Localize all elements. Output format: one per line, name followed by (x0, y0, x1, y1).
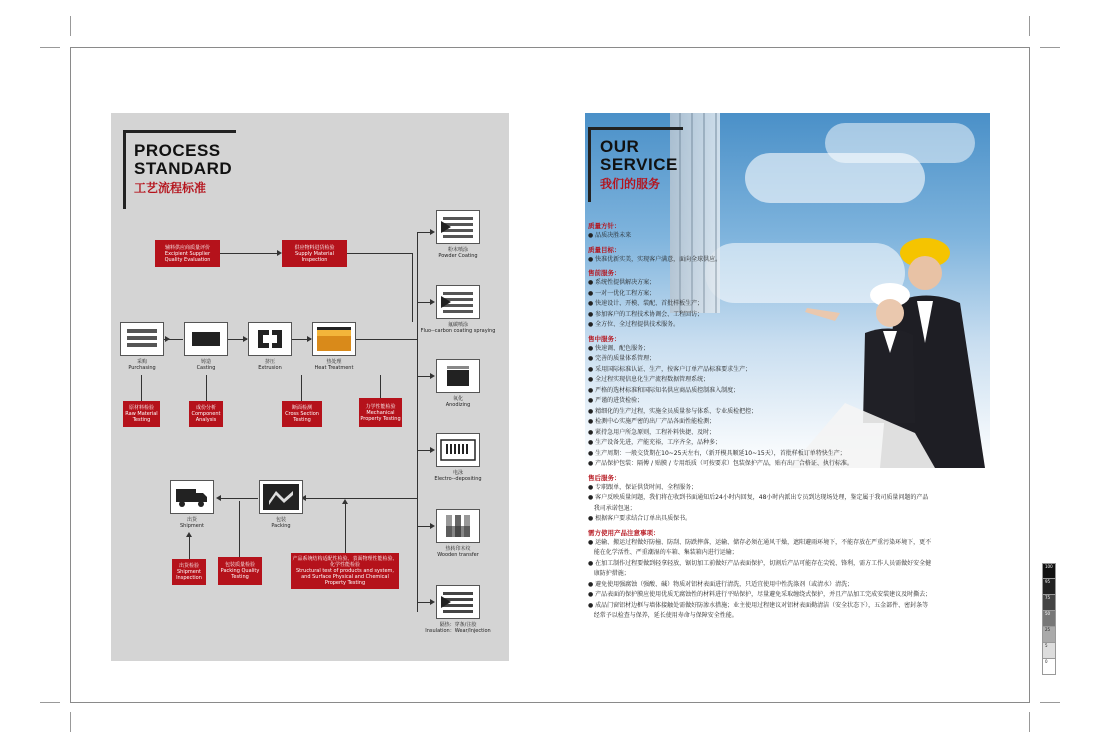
service-text (588, 222, 988, 622)
supplier-cn: 辅料供应商质量评价 (164, 244, 210, 251)
service-section-heading: 需方使用产品注意事项： (588, 528, 660, 537)
raw-material-testing-box: 原材料检验 Raw Material Testing (123, 401, 160, 427)
shipment-label: 出货 Shipment (180, 517, 204, 529)
connector (417, 526, 431, 527)
connector (417, 376, 431, 377)
service-list-item: ● 快速调、配色服务； (588, 344, 650, 352)
material-en: Supply Material Inspection (295, 250, 334, 263)
powder-coating-icon (436, 210, 480, 244)
service-list-item: ● 全方位、全过程提供技术服务。 (588, 321, 680, 328)
connector (220, 498, 258, 499)
service-list-item: ● 产品保护包装：隔傅 / 贴膜 / 专用纸质（可按要求）包装保护产品，贴有出厂合格证、执行标准。 (588, 460, 853, 467)
crop-mark (1040, 702, 1060, 703)
component-analysis-box: 成份分析 Component Analysis (189, 401, 223, 427)
insulation-label: 隔热：穿条/注胶 Insulation：Wear/Injection (425, 622, 491, 634)
structural-testing-box: 产品系统结构适配性检验、表面物理性能检验、化学性能检验 Structural test of products and system, and Surface Physical and Chemical Property Testing (291, 553, 399, 589)
color-scale-swatch: 75 (1042, 595, 1056, 611)
service-list-item: 康防护措施； (588, 570, 630, 577)
insulation-icon (436, 585, 480, 619)
service-list-item: ● 生产设备先进，产能充裕，工序齐全，品种多； (588, 439, 722, 446)
service-title-cn: 我们的服务 (600, 177, 661, 191)
supplier-evaluation-box (155, 240, 220, 267)
heat-treatment-icon (312, 322, 356, 356)
service-list-item: 我司承诺包退； (588, 504, 636, 512)
service-section (588, 335, 988, 470)
service-section (588, 529, 988, 622)
fluorocarbon-icon (436, 285, 480, 319)
crop-mark (1029, 16, 1030, 36)
service-list-item: ● 精细化的生产过程，实施全员质量参与体系、专业质检把控； (588, 407, 758, 415)
arrow (243, 336, 248, 342)
connector (301, 375, 302, 401)
connector (206, 375, 207, 401)
crop-mark (40, 702, 60, 703)
service-list-item: 经常予以检查与保养，延长使用寿命与保障安全性能。 (588, 612, 738, 619)
color-scale-swatch: 5 (1042, 643, 1056, 659)
connector (239, 501, 240, 557)
connector (417, 450, 431, 451)
service-list-item: ● 成品门窗铝材边框与墙体接触处需做好防渗水措施；业主使用过程建议对铝材表面勤清洁（安全状态下），五金部件、密封条等 (588, 601, 929, 609)
service-title-box (588, 127, 683, 202)
arrow (186, 532, 192, 537)
process-panel (111, 113, 509, 661)
packing-icon (259, 480, 303, 514)
electro-depositing-icon (436, 433, 480, 467)
color-scale (1042, 563, 1056, 675)
anodizing-label: 氧化 Anodizing (445, 396, 471, 408)
service-list-item: ● 生产周期：一般交货期在10~25天左右，（新开模具顺延10~15天），首批样板订单特快生产； (588, 449, 846, 457)
shipment-truck-icon (170, 480, 214, 514)
arrow (430, 373, 435, 379)
fluorocarbon-label: 氟碳喷涂 Fluo--carbon coating spraying (420, 322, 496, 334)
service-list-item: ● 客户反映质量问题，我们将在收到书面通知后24小时内回复，48小时内派出专员到达现场处理，鉴定属于我司质量问题的产品 (588, 494, 929, 501)
service-list-item: ● 参加客户的工程技术协调会、工程回访； (588, 310, 704, 318)
supplier-en: Excipient Supplier Quality Evaluation (164, 250, 211, 263)
service-list-item: ● 一对一优化工程方案； (588, 289, 656, 297)
service-list-item: ● 专职跟单，保证供货时间、全程服务； (588, 483, 698, 491)
process-title-line1: PROCESS (134, 141, 221, 160)
arrow (430, 599, 435, 605)
cloud (825, 123, 975, 163)
wooden-transfer-label: 热转印木纹 Wooden transfer (437, 546, 479, 558)
process-title-box (123, 130, 236, 209)
service-list-item: ● 严格的选材标准和国际知名供应商品质控制准入制度； (588, 386, 740, 394)
connector (141, 375, 142, 401)
service-list-item: ● 根据客户要求结合订单出具质保书。 (588, 515, 692, 522)
arrow (430, 299, 435, 305)
service-list-item: ● 避免使用强腐蚀（强酸、碱）物质对铝材表面进行清洗，只适宜使用中性洗涤剂（或清水）清洗； (588, 580, 854, 588)
service-list-item: ● 快速设计、开模、装配、首批样板生产； (588, 300, 704, 307)
connector (412, 253, 413, 322)
service-section (588, 222, 988, 242)
connector (417, 602, 431, 603)
crop-mark (1040, 47, 1060, 48)
connector (189, 536, 190, 559)
color-scale-swatch: 50 (1042, 611, 1056, 627)
service-list-item: ● 严谨的进货检验； (588, 397, 644, 404)
process-title-cn: 工艺流程标准 (134, 181, 207, 195)
connector (305, 498, 418, 499)
wooden-transfer-icon (436, 509, 480, 543)
cross-section-testing-box: 断面检测 Cross Section Testing (282, 401, 322, 427)
service-list-item: ● 完善的质量体系管理； (588, 355, 656, 362)
crop-mark (70, 16, 71, 36)
mechanical-testing-box: 力学性能检验 Mechanical Property Testing (359, 398, 402, 427)
color-scale-swatch: 95 (1042, 579, 1056, 595)
color-scale-swatch: 100 (1042, 563, 1056, 579)
connector (345, 501, 346, 553)
crop-mark (1029, 712, 1030, 732)
service-list-item: ● 采用国际标准认证、生产，按客户订单产品标准要求生产； (588, 365, 752, 373)
casting-label: 铸造 Casting (196, 359, 216, 371)
service-list-item: ● 紧持急用户所急原则，工程补料快捷、及时； (588, 428, 716, 436)
service-section (588, 246, 988, 266)
service-list-item: ● 系统性提供解决方案； (588, 279, 656, 286)
connector (417, 302, 431, 303)
material-cn: 供应物料进货检验 (294, 244, 335, 251)
service-list-item: ● 在加工制作过程要做到轻拿轻放，锯切加工前做好产品表面保护，切割后产品可能存在尖锐、锋利，需方工作人员需做好安全健 (588, 559, 932, 567)
extrusion-label: 挤压 Extrusion (258, 359, 282, 371)
service-section-heading: 售中服务： (588, 334, 621, 343)
service-list-item: ● 全过程实现信息化生产流程数据管理系统； (588, 376, 710, 383)
arrow (307, 336, 312, 342)
heat-treatment-label: 热处理 Heat Treatment (314, 359, 354, 371)
connector (220, 253, 277, 254)
extrusion-icon (248, 322, 292, 356)
electro-depositing-label: 电泳 Electro--depositing (434, 470, 482, 482)
service-section-heading: 售后服务： (588, 473, 621, 482)
shipment-inspection-box: 出货检验 Shipment Inspection (172, 559, 206, 585)
arrow (216, 495, 221, 501)
arrow (342, 499, 348, 504)
trunk-line (417, 232, 418, 612)
service-list-item: ● 产品表面的保护膜应使用优质无腐蚀性的材料进行平贴保护，尽量避免采取缠绕式保护，并且产品加工完成安装建议及时撕去； (588, 591, 932, 598)
service-title-line1: OUR (600, 137, 640, 156)
crop-mark (40, 47, 60, 48)
purchasing-label: 采购 Purchasing (128, 359, 156, 371)
purchasing-icon (120, 322, 164, 356)
service-list-item: ● 品质决胜未来 (588, 232, 632, 239)
service-list-item: 能在化学活性、严重潮湿的车箱、集装箱内进行运输； (588, 549, 738, 556)
arrow (430, 229, 435, 235)
service-section-heading: 质量目标： (588, 245, 621, 254)
service-list-item: ● 快准优新实美，实现客户满意，面向全球供应。 (588, 255, 722, 263)
service-section (588, 474, 988, 525)
crop-mark (70, 712, 71, 732)
color-scale-swatch: 25 (1042, 627, 1056, 643)
material-inspection-box (282, 240, 347, 267)
casting-icon (184, 322, 228, 356)
connector (347, 253, 413, 254)
service-title-line2: SERVICE (600, 155, 678, 174)
connector (417, 232, 431, 233)
arrow (277, 250, 282, 256)
packing-label: 包装 Packing (271, 517, 291, 529)
service-list-item: ● 运输、搬运过程做好防撞、防刮、防跌摔落，运输、储存必须在通风干燥，遮阳避雨环境下，不能存放在严重污染环境下，更不 (588, 538, 932, 546)
connector (164, 339, 183, 340)
service-section-heading: 售前服务： (588, 269, 621, 277)
arrow (430, 447, 435, 453)
service-list-item: ● 检测中心实施严密的出厂产品各面性能检测； (588, 418, 716, 425)
packing-quality-box: 包装质量检验 Packing Quality Testing (218, 557, 262, 585)
anodizing-icon (436, 359, 480, 393)
service-section (588, 269, 988, 331)
connector (380, 375, 381, 398)
arrow (430, 523, 435, 529)
process-title-line2: STANDARD (134, 159, 233, 178)
connector (356, 339, 418, 340)
color-scale-swatch: 0 (1042, 659, 1056, 675)
powder-coating-label: 粉末喷涂 Powder Coating (438, 247, 478, 259)
service-section-heading: 质量方针： (588, 222, 621, 230)
